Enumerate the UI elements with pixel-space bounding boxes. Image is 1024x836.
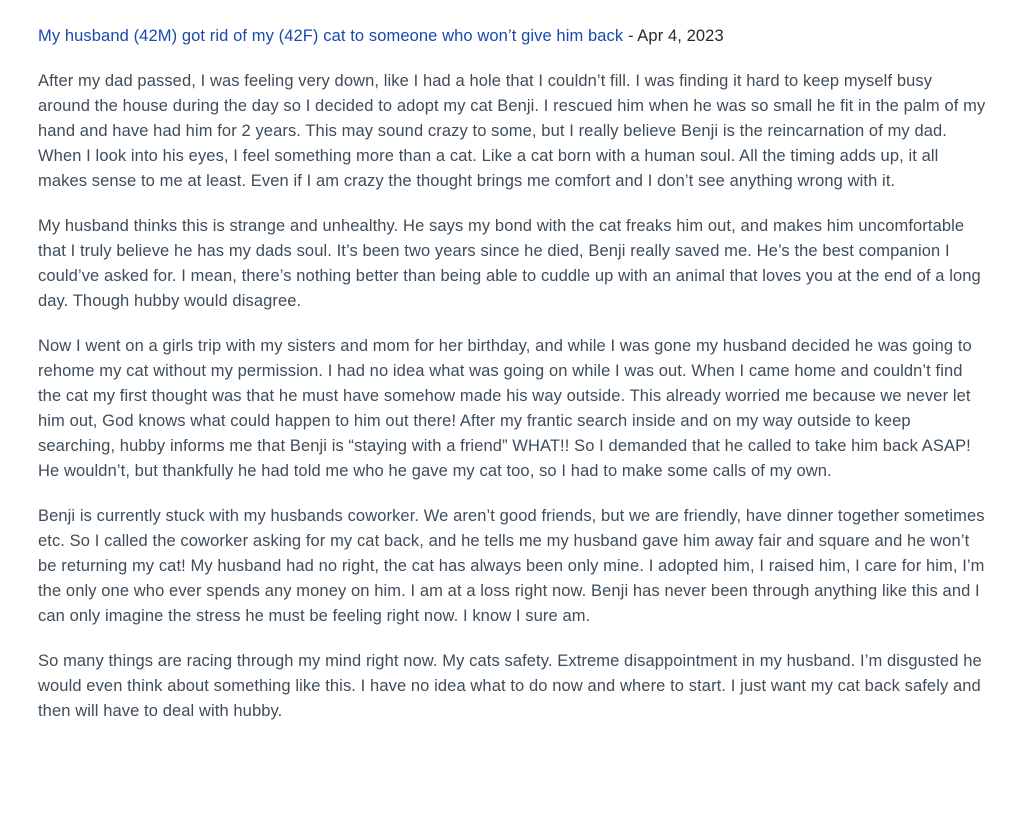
post-paragraph: After my dad passed, I was feeling very down, like I had a hole that I couldn’t fill. I was finding it hard to keep myself busy around the house during the day so I decided to adopt my cat Benji. I rescued him when he was so small he fit in the palm of my hand and have had him for 2 years. This may sound crazy to some, but I really believe Benji is the reincarnation of my dad. When I look into his eyes, I feel something more than a cat. Like a cat born with a human soul. All the timing adds up, it all makes sense to me at least. Even if I am crazy the thought brings me comfort and I don’t see anything wrong with it. bbox=[38, 72, 986, 190]
post-title-link[interactable]: My husband (42M) got rid of my (42F) cat to someone who won’t give him back bbox=[38, 27, 624, 45]
post-body bbox=[38, 69, 986, 724]
post-paragraph: So many things are racing through my mind right now. My cats safety. Extreme disappointment in my husband. I’m disgusted he would even think about something like this. I have no idea what to do now and where to start. I just want my cat back safely and then will have to deal with hubby. bbox=[38, 652, 982, 720]
post-paragraph: My husband thinks this is strange and unhealthy. He says my bond with the cat freaks him out, and makes him uncomfortable that I truly believe he has my dads soul. It’s been two years since he died, Benji really saved me. He’s the best companion I could’ve asked for. I mean, there’s nothing better than being able to cuddle up with an animal that loves you at the end of a long day. Though hubby would disagree. bbox=[38, 217, 981, 310]
post-title-line bbox=[38, 24, 986, 49]
post-paragraph: Benji is currently stuck with my husbands coworker. We aren’t good friends, but we are friendly, have dinner together sometimes etc. So I called the coworker asking for my cat back, and he tells me my husband gave him away fair and square and he won’t be returning my cat! My husband had no right, the cat has always been only mine. I adopted him, I raised him, I care for him, I’m the only one who ever spends any money on him. I am at a loss right now. Benji has never been through anything like this and I can only imagine the stress he must be feeling right now. I know I sure am. bbox=[38, 507, 985, 625]
post-paragraph: Now I went on a girls trip with my sisters and mom for her birthday, and while I was gone my husband decided he was going to rehome my cat without my permission. I had no idea what was going on while I was out. When I came home and couldn’t find the cat my first thought was that he must have somehow made his way outside. This already worried me because we never let him out, God knows what could happen to him out there! After my frantic search inside and on my way outside to keep searching, hubby informs me that Benji is “staying with a friend” WHAT!! So I demanded that he called to take him back ASAP! He wouldn’t, but thankfully he had told me who he gave my cat too, so I had to make some calls of my own. bbox=[38, 337, 972, 480]
post-date: - Apr 4, 2023 bbox=[627, 27, 724, 45]
